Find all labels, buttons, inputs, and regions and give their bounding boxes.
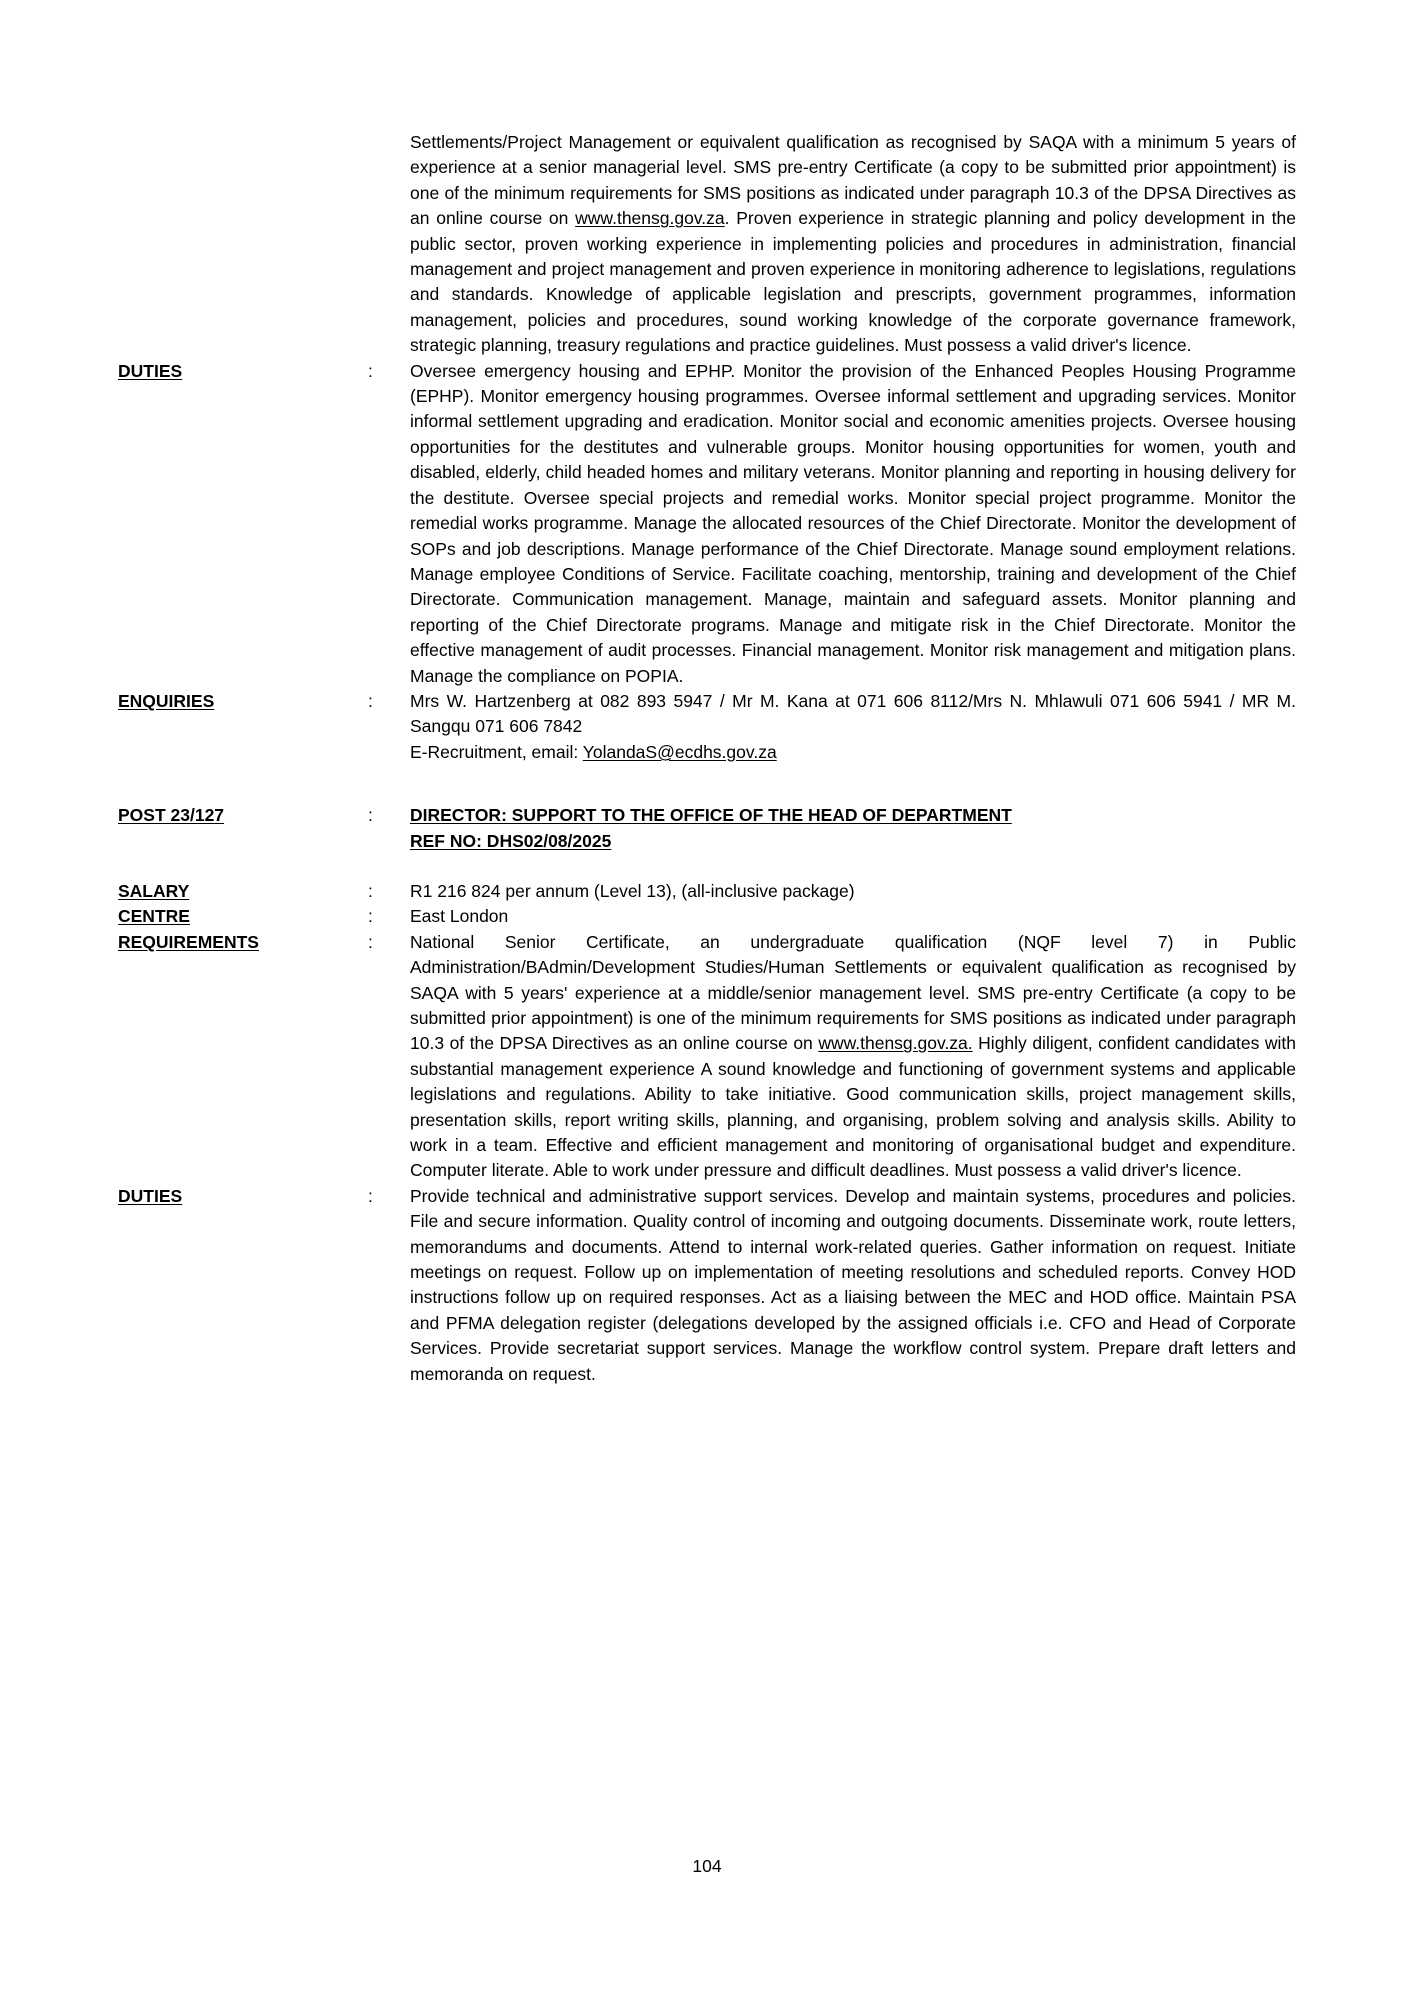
enquiries-contacts-line: Mrs W. Hartzenberg at 082 893 5947 / Mr M. Kana at 071 606 8112/Mrs N. Mhlawuli 071 606 5941 / MR M. Sangqu 071 606 7842 <box>410 690 1296 737</box>
salary-row <box>118 879 1296 904</box>
requirements-label: REQUIREMENTS <box>118 931 259 952</box>
salary-label: SALARY <box>118 880 190 901</box>
requirements-continuation-part1: Settlements/Project Management or equivalent qualification as recognised by SAQA with a minimum 5 years of experience at a senior managerial level. SMS pre-entry Certificate (a copy to be submitted prior appointment) is one of the minimum requirements for SMS positions as indicated under paragraph 10.3 of the DPSA Directives as an online course on <box>410 132 1296 229</box>
post-colon: : <box>368 805 373 826</box>
enquiries-email-prefix: E-Recruitment, email: <box>410 741 583 762</box>
requirements-text <box>410 930 1296 1184</box>
requirements-continuation-row <box>118 130 1296 359</box>
enquiries-label: ENQUIRIES <box>118 690 215 711</box>
page-number: 104 <box>692 1856 722 1876</box>
enquiries-email-line <box>410 740 1296 765</box>
centre-colon: : <box>368 906 373 927</box>
duties-colon-2: : <box>368 1185 373 1206</box>
duties-label: DUTIES <box>118 360 183 381</box>
salary-value: R1 216 824 per annum (Level 13), (all-inclusive package) <box>410 880 855 901</box>
requirements-part1: National Senior Certificate, an undergraduate qualification (NQF level 7) in Public Administration/BAdmin/Development Studies/Human Settlements or equivalent qualification as recognised by SAQA with 5 years' experience at a middle/senior management level. SMS pre-entry Certificate (a copy to be submitted prior appointment) is one of the minimum requirements for SMS positions as indicated under paragraph 10.3 of the DPSA Directives as an online course on <box>410 931 1296 1054</box>
duties-row-post127 <box>118 1184 1296 1387</box>
centre-row <box>118 904 1296 929</box>
requirements-row <box>118 930 1296 1184</box>
requirements-continuation-part2: . Proven experience in strategic planning and policy development in the public sector, proven working experience in implementing policies and procedures in administration, financial management and project management and proven experience in monitoring adherence to legislations, regulations and standards. Knowledge of applicable legislation and prescripts, government programmes, information management, policies and procedures, sound working knowledge of the corporate governance framework, strategic planning, treasury regulations and practice guidelines. Must possess a valid driver's licence. <box>410 208 1296 356</box>
requirements-continuation-text <box>410 130 1296 359</box>
post-heading-spacer <box>118 854 1296 879</box>
thensg-link[interactable]: www.thensg.gov.za <box>575 208 725 229</box>
duties-colon: : <box>368 360 373 381</box>
post-ref-no: REF NO: DHS02/08/2025 <box>410 830 612 851</box>
document-body <box>118 130 1296 1387</box>
centre-value: East London <box>410 906 509 927</box>
post-title: DIRECTOR: SUPPORT TO THE OFFICE OF THE HEAD OF DEPARTMENT <box>410 805 1012 826</box>
requirements-part2: Highly diligent, confident candidates with substantial management experience A sound knowledge and functioning of government systems and applicable legislations and regulations. Ability to take initiative. Good communication skills, project management skills, presentation skills, report writing skills, planning, and organising, problem solving and analysis skills. Ability to work in a team. Effective and efficient management and monitoring of organisational budget and expenditure. Computer literate. Able to work under pressure and difficult deadlines. Must possess a valid driver's licence. <box>410 1033 1296 1181</box>
enquiries-email-link[interactable]: YolandaS@ecdhs.gov.za <box>582 741 777 762</box>
section-spacer <box>118 765 1296 803</box>
post-heading-row <box>118 803 1296 854</box>
duties-text-post126: Oversee emergency housing and EPHP. Monitor the provision of the Enhanced Peoples Housing Programme (EPHP). Monitor emergency housing programmes. Oversee informal settlement and upgrading services. Monitor informal settlement upgrading and eradication. Monitor social and economic amenities projects. Oversee housing opportunities for the destitutes and vulnerable groups. Monitor housing opportunities for women, youth and disabled, elderly, child headed homes and military veterans. Monitor planning and reporting in housing delivery for the destitute. Oversee special projects and remedial works. Monitor special project programme. Monitor the remedial works programme. Manage the allocated resources of the Chief Directorate. Monitor the development of SOPs and job descriptions. Manage performance of the Chief Directorate. Manage sound employment relations. Manage employee Conditions of Service. Facilitate coaching, mentorship, training and development of the Chief Directorate. Communication management. Manage, maintain and safeguard assets. Monitor planning and reporting of the Chief Directorate programs. Manage and mitigate risk in the Chief Directorate. Monitor the effective management of audit processes. Financial management. Monitor risk management and mitigation plans. Manage the compliance on POPIA. <box>410 360 1296 686</box>
duties-label-2: DUTIES <box>118 1185 183 1206</box>
enquiries-row-post126 <box>118 689 1296 765</box>
centre-label: CENTRE <box>118 906 190 927</box>
duties-text-post127: Provide technical and administrative support services. Develop and maintain systems, procedures and policies. File and secure information. Quality control of incoming and outgoing documents. Disseminate work, route letters, memorandums and documents. Attend to internal work-related queries. Gather information on request. Initiate meetings on request. Follow up on implementation of meeting resolutions and scheduled reports. Convey HOD instructions follow up on required responses. Act as a liaising between the MEC and HOD office. Maintain PSA and PFMA delegation register (delegations developed by the assigned officials i.e. CFO and Head of Corporate Services. Provide secretariat support services. Manage the workflow control system. Prepare draft letters and memoranda on request. <box>410 1185 1296 1384</box>
enquiries-colon: : <box>368 690 373 711</box>
post-number-label: POST 23/127 <box>118 805 225 826</box>
post-title-block <box>410 803 1296 854</box>
salary-colon: : <box>368 880 373 901</box>
duties-row-post126 <box>118 359 1296 689</box>
enquiries-text-post126 <box>410 689 1296 765</box>
requirements-colon: : <box>368 931 373 952</box>
thensg-link-2[interactable]: www.thensg.gov.za. <box>818 1033 973 1054</box>
